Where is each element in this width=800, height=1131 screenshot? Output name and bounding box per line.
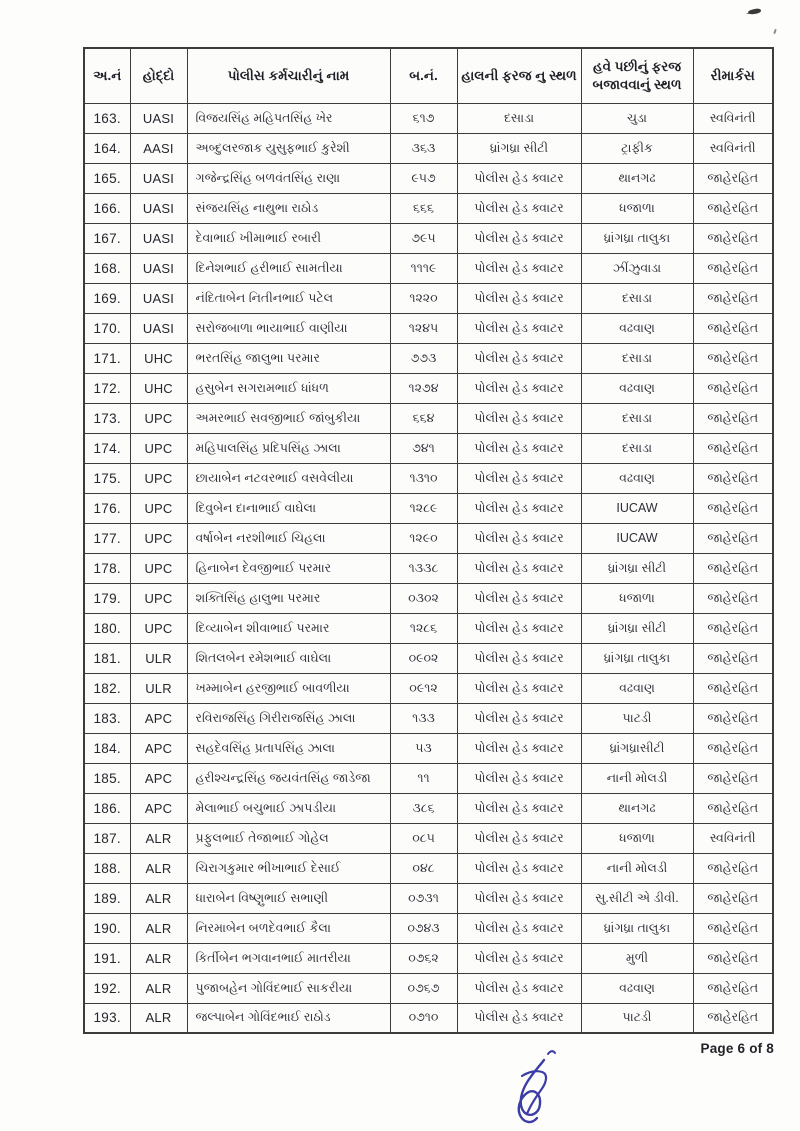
cell-serial-no: 189. xyxy=(84,883,130,913)
cell-remarks: જાહેરહિત xyxy=(693,943,773,973)
cell-serial-no: 184. xyxy=(84,733,130,763)
table-row xyxy=(84,433,773,463)
cell-badge-no: ૦૯૦૨ xyxy=(390,643,457,673)
cell-designation: UASI xyxy=(130,313,187,343)
cell-employee-name: સહદેવસિંહ પ્રતાપસિંહ ઝાલા xyxy=(187,733,390,763)
cell-current-duty-place: પોલીસ હેડ ક્વાટર xyxy=(457,1003,581,1033)
table-row xyxy=(84,823,773,853)
cell-employee-name: પ્રફુલભાઈ તેજાભાઈ ગોહેલ xyxy=(187,823,390,853)
cell-serial-no: 187. xyxy=(84,823,130,853)
cell-serial-no: 167. xyxy=(84,223,130,253)
cell-employee-name: મહિપાલસિંહ પ્રદિપસિંહ ઝાલા xyxy=(187,433,390,463)
cell-badge-no: ૧૩૩ xyxy=(390,703,457,733)
cell-badge-no: ૦૩૦૨ xyxy=(390,583,457,613)
cell-badge-no: ૦૯૧૨ xyxy=(390,673,457,703)
cell-current-duty-place: પોલીસ હેડ ક્વાટર xyxy=(457,373,581,403)
cell-current-duty-place: પોલીસ હેડ ક્વાટર xyxy=(457,163,581,193)
cell-serial-no: 174. xyxy=(84,433,130,463)
table-row xyxy=(84,163,773,193)
cell-remarks: જાહેરહિત xyxy=(693,223,773,253)
cell-employee-name: ચિરાગકુમાર ભીખાભાઈ દેસાઈ xyxy=(187,853,390,883)
cell-remarks: જાહેરહિત xyxy=(693,913,773,943)
cell-remarks: જાહેરહિત xyxy=(693,163,773,193)
cell-next-duty-place: IUCAW xyxy=(581,493,693,523)
cell-designation: UPC xyxy=(130,403,187,433)
cell-remarks: જાહેરહિત xyxy=(693,973,773,1003)
cell-current-duty-place: પોલીસ હેડ ક્વાટર xyxy=(457,673,581,703)
cell-badge-no: ૩૮૬ xyxy=(390,793,457,823)
cell-badge-no: ૬૧૭ xyxy=(390,103,457,133)
cell-designation: UPC xyxy=(130,523,187,553)
cell-employee-name: રવિરાજસિંહ ગિરીરાજસિંહ ઝાલા xyxy=(187,703,390,733)
cell-employee-name: વર્ષાબેન નરશીભાઈ ચિહલા xyxy=(187,523,390,553)
cell-employee-name: દિવ્યાબેન શીવાભાઈ પરમાર xyxy=(187,613,390,643)
cell-next-duty-place: વઢવાણ xyxy=(581,673,693,703)
cell-next-duty-place: ધ્રાંગધ્રા તાલુકા xyxy=(581,643,693,673)
cell-next-duty-place: ધજાળા xyxy=(581,193,693,223)
table-row xyxy=(84,583,773,613)
cell-serial-no: 166. xyxy=(84,193,130,223)
cell-next-duty-place: નાની મોલડી xyxy=(581,763,693,793)
cell-designation: UASI xyxy=(130,223,187,253)
table-row xyxy=(84,733,773,763)
cell-serial-no: 173. xyxy=(84,403,130,433)
cell-next-duty-place: પાટડી xyxy=(581,703,693,733)
cell-remarks: જાહેરહિત xyxy=(693,673,773,703)
cell-badge-no: ૧૨૭૪ xyxy=(390,373,457,403)
cell-current-duty-place: પોલીસ હેડ ક્વાટર xyxy=(457,403,581,433)
cell-current-duty-place: દસાડા xyxy=(457,103,581,133)
cell-serial-no: 164. xyxy=(84,133,130,163)
table-row xyxy=(84,943,773,973)
cell-employee-name: છાયાબેન નટવરભાઈ વસવેલીયા xyxy=(187,463,390,493)
cell-current-duty-place: પોલીસ હેડ ક્વાટર xyxy=(457,193,581,223)
cell-employee-name: ધારાબેન વિષ્ણુભાઈ સભાણી xyxy=(187,883,390,913)
table-row xyxy=(84,463,773,493)
cell-next-duty-place: ધજાળા xyxy=(581,823,693,853)
cell-designation: UHC xyxy=(130,373,187,403)
cell-serial-no: 191. xyxy=(84,943,130,973)
table-row xyxy=(84,793,773,823)
cell-current-duty-place: પોલીસ હેડ ક્વાટર xyxy=(457,763,581,793)
cell-employee-name: હરીશ્ચન્દ્રસિંહ જયવંતસિંહ જાડેજા xyxy=(187,763,390,793)
cell-current-duty-place: પોલીસ હેડ ક્વાટર xyxy=(457,283,581,313)
cell-designation: UPC xyxy=(130,493,187,523)
cell-next-duty-place: વઢવાણ xyxy=(581,373,693,403)
cell-next-duty-place: દસાડા xyxy=(581,283,693,313)
cell-next-duty-place: વઢવાણ xyxy=(581,973,693,1003)
cell-designation: ALR xyxy=(130,853,187,883)
cell-remarks: જાહેરહિત xyxy=(693,373,773,403)
cell-remarks: સ્વવિનંતી xyxy=(693,823,773,853)
column-header-employee-name: પોલીસ કર્મચારીનું નામ xyxy=(187,48,390,103)
cell-remarks: જાહેરહિત xyxy=(693,733,773,763)
cell-designation: ALR xyxy=(130,1003,187,1033)
cell-designation: ALR xyxy=(130,823,187,853)
cell-current-duty-place: પોલીસ હેડ ક્વાટર xyxy=(457,313,581,343)
cell-badge-no: ૧૨૨૦ xyxy=(390,283,457,313)
cell-current-duty-place: ધ્રાંગધ્રા સીટી xyxy=(457,133,581,163)
cell-designation: UASI xyxy=(130,193,187,223)
cell-next-duty-place: ધ્રાંગધ્રા સીટી xyxy=(581,613,693,643)
cell-next-duty-place: વઢવાણ xyxy=(581,313,693,343)
cell-remarks: જાહેરહિત xyxy=(693,553,773,583)
cell-employee-name: ભરતસિંહ જાલુભા પરમાર xyxy=(187,343,390,373)
cell-serial-no: 178. xyxy=(84,553,130,583)
cell-badge-no: ૬૬૪ xyxy=(390,403,457,433)
cell-serial-no: 183. xyxy=(84,703,130,733)
cell-badge-no: ૧૨૮૬ xyxy=(390,613,457,643)
cell-serial-no: 190. xyxy=(84,913,130,943)
table-row xyxy=(84,883,773,913)
cell-designation: ULR xyxy=(130,673,187,703)
table-row xyxy=(84,103,773,133)
cell-designation: ALR xyxy=(130,973,187,1003)
cell-designation: UPC xyxy=(130,613,187,643)
cell-current-duty-place: પોલીસ હેડ ક્વાટર xyxy=(457,973,581,1003)
cell-next-duty-place: થાનગઢ xyxy=(581,793,693,823)
table-row xyxy=(84,253,773,283)
table-row xyxy=(84,913,773,943)
cell-badge-no: ૭૯૫ xyxy=(390,223,457,253)
cell-employee-name: નંદિતાબેન નિતીનભાઈ પટેલ xyxy=(187,283,390,313)
table-row xyxy=(84,673,773,703)
cell-current-duty-place: પોલીસ હેડ ક્વાટર xyxy=(457,493,581,523)
cell-remarks: જાહેરહિત xyxy=(693,583,773,613)
cell-serial-no: 186. xyxy=(84,793,130,823)
cell-remarks: જાહેરહિત xyxy=(693,463,773,493)
cell-badge-no: ૧૨૪૫ xyxy=(390,313,457,343)
cell-remarks: જાહેરહિત xyxy=(693,313,773,343)
cell-employee-name: અમરભાઈ સવજીભાઈ જાંબુકીયા xyxy=(187,403,390,433)
cell-serial-no: 177. xyxy=(84,523,130,553)
cell-badge-no: ૧૩૧૦ xyxy=(390,463,457,493)
cell-current-duty-place: પોલીસ હેડ ક્વાટર xyxy=(457,253,581,283)
cell-current-duty-place: પોલીસ હેડ ક્વાટર xyxy=(457,553,581,583)
cell-serial-no: 172. xyxy=(84,373,130,403)
cell-designation: UPC xyxy=(130,553,187,583)
table-row xyxy=(84,553,773,583)
cell-remarks: જાહેરહિત xyxy=(693,253,773,283)
cell-badge-no: ૭૪૧ xyxy=(390,433,457,463)
cell-employee-name: દિનેશભાઈ હરીભાઈ સામતીયા xyxy=(187,253,390,283)
cell-badge-no: ૦૭૬૭ xyxy=(390,973,457,1003)
cell-serial-no: 193. xyxy=(84,1003,130,1033)
cell-serial-no: 185. xyxy=(84,763,130,793)
cell-current-duty-place: પોલીસ હેડ ક્વાટર xyxy=(457,463,581,493)
cell-next-duty-place: ધજાળા xyxy=(581,583,693,613)
table-row xyxy=(84,643,773,673)
cell-serial-no: 163. xyxy=(84,103,130,133)
signature-ink xyxy=(494,1046,568,1128)
table-row xyxy=(84,613,773,643)
cell-current-duty-place: પોલીસ હેડ ક્વાટર xyxy=(457,433,581,463)
cell-designation: UASI xyxy=(130,163,187,193)
cell-next-duty-place: સુ.સીટી એ ડીવી. xyxy=(581,883,693,913)
table-row xyxy=(84,1003,773,1033)
cell-employee-name: હસુબેન સગરામભાઈ ધાંધળ xyxy=(187,373,390,403)
cell-designation: ALR xyxy=(130,943,187,973)
column-header-designation: હોદ્દો xyxy=(130,48,187,103)
cell-next-duty-place: પાટડી xyxy=(581,1003,693,1033)
cell-employee-name: જલ્પાબેન ગોવિંદભાઈ રાઠોડ xyxy=(187,1003,390,1033)
cell-badge-no: ૧૧ xyxy=(390,763,457,793)
cell-next-duty-place: ધ્રાંગધ્રા તાલુકા xyxy=(581,913,693,943)
cell-remarks: જાહેરહિત xyxy=(693,703,773,733)
table-row xyxy=(84,973,773,1003)
cell-next-duty-place: ચુડા xyxy=(581,103,693,133)
cell-badge-no: ૦૭૩૧ xyxy=(390,883,457,913)
cell-remarks: જાહેરહિત xyxy=(693,793,773,823)
cell-serial-no: 169. xyxy=(84,283,130,313)
column-header-badge-no: બ.નં. xyxy=(390,48,457,103)
cell-current-duty-place: પોલીસ હેડ ક્વાટર xyxy=(457,793,581,823)
column-header-current-duty-place: હાલની ફરજ નુ સ્થળ xyxy=(457,48,581,103)
cell-badge-no: ૧૨૯૦ xyxy=(390,523,457,553)
cell-designation: APC xyxy=(130,733,187,763)
cell-employee-name: કિર્તીબેન ભગવાનભાઈ માતરીયા xyxy=(187,943,390,973)
cell-badge-no: ૧૨૮૯ xyxy=(390,493,457,523)
cell-designation: UASI xyxy=(130,253,187,283)
cell-remarks: સ્વવિનંતી xyxy=(693,103,773,133)
cell-designation: UPC xyxy=(130,433,187,463)
cell-employee-name: પુજાબહેન ગોવિંદભાઈ સાકરીયા xyxy=(187,973,390,1003)
cell-badge-no: ૧૩૩૮ xyxy=(390,553,457,583)
cell-current-duty-place: પોલીસ હેડ ક્વાટર xyxy=(457,583,581,613)
cell-current-duty-place: પોલીસ હેડ ક્વાટર xyxy=(457,913,581,943)
cell-employee-name: સરોજબાળા ભાયાભાઈ વાણીયા xyxy=(187,313,390,343)
cell-employee-name: ખમ્માબેન હરજીભાઈ બાવળીયા xyxy=(187,673,390,703)
cell-remarks: જાહેરહિત xyxy=(693,433,773,463)
table-row xyxy=(84,313,773,343)
cell-remarks: સ્વવિનંતી xyxy=(693,133,773,163)
cell-employee-name: સંજયસિંહ નાથુભા રાઠોડ xyxy=(187,193,390,223)
cell-serial-no: 181. xyxy=(84,643,130,673)
cell-current-duty-place: પોલીસ હેડ ક્વાટર xyxy=(457,943,581,973)
cell-badge-no: ૦૭૬૨ xyxy=(390,943,457,973)
cell-next-duty-place: થાનગઢ xyxy=(581,163,693,193)
cell-badge-no: ૯૫૭ xyxy=(390,163,457,193)
cell-current-duty-place: પોલીસ હેડ ક્વાટર xyxy=(457,823,581,853)
scan-artifact-smudge xyxy=(748,8,762,15)
cell-next-duty-place: ઝીંઝુવાડા xyxy=(581,253,693,283)
cell-badge-no: ૫૩ xyxy=(390,733,457,763)
cell-designation: ALR xyxy=(130,913,187,943)
cell-current-duty-place: પોલીસ હેડ ક્વાટર xyxy=(457,733,581,763)
cell-current-duty-place: પોલીસ હેડ ક્વાટર xyxy=(457,853,581,883)
cell-serial-no: 171. xyxy=(84,343,130,373)
cell-badge-no: ૧૧૧૯ xyxy=(390,253,457,283)
table-body xyxy=(84,103,773,1033)
cell-employee-name: હિનાબેન દેવજીભાઈ પરમાર xyxy=(187,553,390,583)
cell-next-duty-place: વઢવાણ xyxy=(581,463,693,493)
cell-designation: APC xyxy=(130,703,187,733)
table-row xyxy=(84,283,773,313)
cell-remarks: જાહેરહિત xyxy=(693,883,773,913)
cell-next-duty-place: દસાડા xyxy=(581,343,693,373)
cell-remarks: જાહેરહિત xyxy=(693,613,773,643)
cell-remarks: જાહેરહિત xyxy=(693,193,773,223)
cell-remarks: જાહેરહિત xyxy=(693,1003,773,1033)
cell-current-duty-place: પોલીસ હેડ ક્વાટર xyxy=(457,883,581,913)
cell-designation: AASI xyxy=(130,133,187,163)
cell-employee-name: નિરમાબેન બળદેવભાઈ કૈલા xyxy=(187,913,390,943)
cell-next-duty-place: દસાડા xyxy=(581,403,693,433)
cell-serial-no: 176. xyxy=(84,493,130,523)
cell-remarks: જાહેરહિત xyxy=(693,403,773,433)
cell-next-duty-place: દસાડા xyxy=(581,433,693,463)
cell-remarks: જાહેરહિત xyxy=(693,643,773,673)
cell-designation: UPC xyxy=(130,583,187,613)
cell-employee-name: મેલાભાઈ બચુભાઈ ઝાપડીયા xyxy=(187,793,390,823)
cell-designation: APC xyxy=(130,793,187,823)
cell-remarks: જાહેરહિત xyxy=(693,493,773,523)
column-header-serial-no: અ.નં xyxy=(84,48,130,103)
table-row xyxy=(84,343,773,373)
cell-designation: ALR xyxy=(130,883,187,913)
table-row xyxy=(84,853,773,883)
cell-remarks: જાહેરહિત xyxy=(693,343,773,373)
table-row xyxy=(84,193,773,223)
police-transfer-roster-table xyxy=(83,47,774,1034)
cell-remarks: જાહેરહિત xyxy=(693,523,773,553)
cell-badge-no: ૦૭૧૦ xyxy=(390,1003,457,1033)
scan-artifact-speck xyxy=(773,29,777,34)
cell-designation: UASI xyxy=(130,283,187,313)
page-number-label: Page 6 of 8 xyxy=(700,1041,774,1056)
cell-serial-no: 192. xyxy=(84,973,130,1003)
cell-designation: ULR xyxy=(130,643,187,673)
table-row xyxy=(84,763,773,793)
cell-next-duty-place: મુળી xyxy=(581,943,693,973)
cell-designation: APC xyxy=(130,763,187,793)
table-row xyxy=(84,493,773,523)
cell-designation: UPC xyxy=(130,463,187,493)
cell-employee-name: દિવુબેન દાનાભાઈ વાઘેલા xyxy=(187,493,390,523)
cell-remarks: જાહેરહિત xyxy=(693,763,773,793)
cell-serial-no: 188. xyxy=(84,853,130,883)
cell-current-duty-place: પોલીસ હેડ ક્વાટર xyxy=(457,223,581,253)
cell-next-duty-place: નાની મોલડી xyxy=(581,853,693,883)
cell-badge-no: ૩૬૩ xyxy=(390,133,457,163)
cell-remarks: જાહેરહિત xyxy=(693,283,773,313)
column-header-remarks: રીમાર્કસ xyxy=(693,48,773,103)
table-row xyxy=(84,223,773,253)
cell-next-duty-place: ધ્રાંગધ્રાસીટી xyxy=(581,733,693,763)
cell-badge-no: ૬૬૬ xyxy=(390,193,457,223)
cell-next-duty-place: ધ્રાંગધ્રા તાલુકા xyxy=(581,223,693,253)
cell-current-duty-place: પોલીસ હેડ ક્વાટર xyxy=(457,613,581,643)
cell-remarks: જાહેરહિત xyxy=(693,853,773,883)
table-row xyxy=(84,403,773,433)
cell-serial-no: 182. xyxy=(84,673,130,703)
cell-current-duty-place: પોલીસ હેડ ક્વાટર xyxy=(457,643,581,673)
table-row xyxy=(84,523,773,553)
table-row xyxy=(84,133,773,163)
cell-serial-no: 175. xyxy=(84,463,130,493)
cell-serial-no: 179. xyxy=(84,583,130,613)
cell-designation: UASI xyxy=(130,103,187,133)
cell-employee-name: વિજયસિંહ મહિપતસિંહ ખેર xyxy=(187,103,390,133)
cell-serial-no: 165. xyxy=(84,163,130,193)
cell-current-duty-place: પોલીસ હેડ ક્વાટર xyxy=(457,703,581,733)
table-row xyxy=(84,373,773,403)
column-header-next-duty-place: હવે પછીનું ફરજ બજાવવાનું સ્થળ xyxy=(581,48,693,103)
cell-badge-no: ૭૭૩ xyxy=(390,343,457,373)
table-row xyxy=(84,703,773,733)
cell-employee-name: ગજેન્દ્રસિંહ બળવંતસિંહ રાણા xyxy=(187,163,390,193)
cell-employee-name: શક્તિસિંહ હાલુભા પરમાર xyxy=(187,583,390,613)
cell-current-duty-place: પોલીસ હેડ ક્વાટર xyxy=(457,523,581,553)
cell-next-duty-place: ધ્રાંગધ્રા સીટી xyxy=(581,553,693,583)
cell-serial-no: 168. xyxy=(84,253,130,283)
cell-designation: UHC xyxy=(130,343,187,373)
cell-badge-no: ૦૮૫ xyxy=(390,823,457,853)
cell-serial-no: 170. xyxy=(84,313,130,343)
cell-badge-no: ૦૪૮ xyxy=(390,853,457,883)
cell-next-duty-place: IUCAW xyxy=(581,523,693,553)
table-header-row xyxy=(84,48,773,103)
cell-employee-name: દેવાભાઈ ખીમાભાઈ રબારી xyxy=(187,223,390,253)
cell-next-duty-place: ટ્રાફીક xyxy=(581,133,693,163)
cell-serial-no: 180. xyxy=(84,613,130,643)
cell-employee-name: શિતલબેન રમેશભાઈ વાઘેલા xyxy=(187,643,390,673)
cell-badge-no: ૦૭૪૩ xyxy=(390,913,457,943)
cell-employee-name: અબ્દુલરજાક યુસુફભાઈ કુરેશી xyxy=(187,133,390,163)
cell-current-duty-place: પોલીસ હેડ ક્વાટર xyxy=(457,343,581,373)
